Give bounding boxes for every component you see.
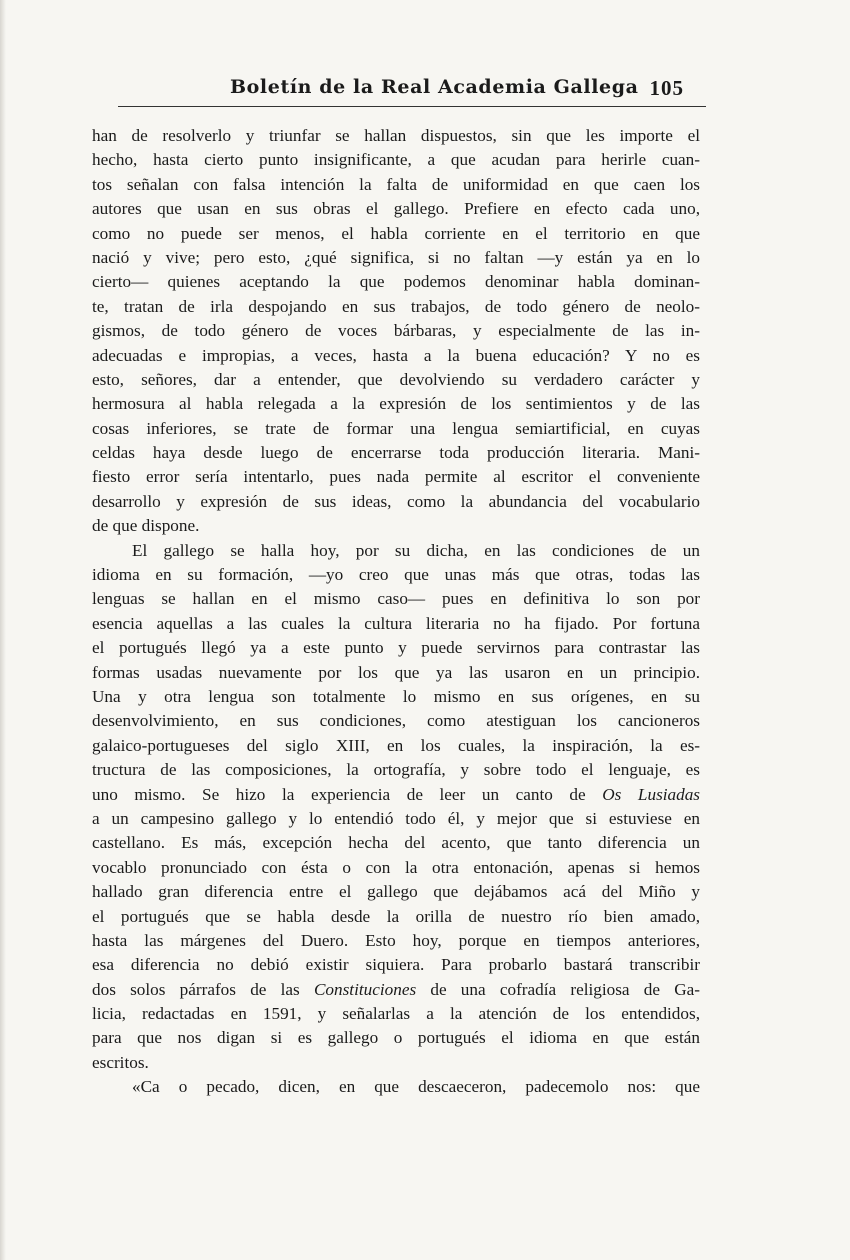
text-line: esencia aquellas a las cuales la cultura literaria no ha fijado. Por fortuna <box>92 613 700 633</box>
text-line: el portugués llegó ya a este punto y puede servirnos para contrastar las <box>92 638 700 658</box>
text-line: desenvolvimiento, en sus condiciones, como atestiguan los cancioneros <box>92 711 700 731</box>
text-line: formas usadas nuevamente por los que ya las usaron en un principio. <box>92 662 700 682</box>
text-segment: de una cofradía religiosa de Ga- <box>416 979 700 999</box>
text-line: tos señalan con falsa intención la falta de uniformidad en que caen los <box>92 174 700 194</box>
text-line: de que dispone. <box>92 516 200 536</box>
italic-title-os-lusiadas: Os Lusiadas <box>602 784 700 804</box>
page-header <box>118 76 706 107</box>
text-line-with-italic <box>92 783 700 807</box>
text-line: hallado gran diferencia entre el gallego que dejábamos acá del Miño y <box>92 882 700 902</box>
text-line: castellano. Es más, excepción hecha del acento, que tanto diferencia un <box>92 833 700 853</box>
running-title: Boletín de la Real Academia Gallega <box>230 76 639 98</box>
text-line: hermosura al habla relegada a la expresión de los sentimientos y de las <box>92 394 700 414</box>
text-line: adecuadas e impropias, a veces, hasta a la buena educación? Y no es <box>92 345 700 365</box>
text-line: hasta las márgenes del Duero. Esto hoy, porque en tiempos anteriores, <box>92 930 700 950</box>
text-line: cierto— quienes aceptando la que podemos denominar habla dominan- <box>92 272 700 292</box>
text-line: desarrollo y expresión de sus ideas, como la abundancia del vocabulario <box>92 491 700 511</box>
text-line: para que nos digan si es gallego o portugués el idioma en que están <box>92 1028 700 1048</box>
text-line: esa diferencia no debió existir siquiera. Para probarlo bastará transcribir <box>92 955 700 975</box>
paragraph-start-line: El gallego se halla hoy, por su dicha, en las condiciones de un <box>132 540 700 560</box>
text-line: han de resolverlo y triunfar se hallan dispuestos, sin que les importe el <box>92 126 700 145</box>
text-line: nació y vive; pero esto, ¿qué significa, si no faltan —y están ya en lo <box>92 247 700 267</box>
text-line: celdas haya desde luego de encerrarse toda producción literaria. Mani- <box>92 443 700 463</box>
text-line: el portugués que se habla desde la orilla de nuestro río bien amado, <box>92 906 700 926</box>
text-line: idioma en su formación, —yo creo que unas más que otras, todas las <box>92 565 700 585</box>
quotation-start-line: «Ca o pecado, dicen, en que descaeceron, padecemolo nos: que <box>132 1077 700 1097</box>
text-line: fiesto error sería intentarlo, pues nada permite al escritor el conveniente <box>92 467 700 487</box>
page-edge-shadow <box>0 0 6 1260</box>
text-line: galaico-portugueses del siglo XIII, en los cuales, la inspiración, la es- <box>92 735 700 755</box>
text-line: tructura de las composiciones, la ortografía, y sobre todo el lenguaje, es <box>92 760 700 780</box>
text-line: vocablo pronunciado con ésta o con la otra entonación, apenas si hemos <box>92 857 700 877</box>
page-number: 105 <box>649 76 684 100</box>
text-line: cosas inferiores, se trate de formar una lengua semiartificial, en cuyas <box>92 418 700 438</box>
italic-title-constituciones: Constituciones <box>313 979 417 999</box>
text-line: Una y otra lengua son totalmente lo mismo en sus orígenes, en su <box>92 686 700 706</box>
text-line: hecho, hasta cierto punto insignificante, a que acudan para herirle cuan- <box>92 150 700 170</box>
text-line-with-italic <box>92 978 700 1002</box>
text-line: lenguas se hallan en el mismo caso— pues en definitiva lo son por <box>92 589 700 609</box>
text-line: a un campesino gallego y lo entendió todo él, y mejor que si estuviese en <box>92 808 700 828</box>
text-line: esto, señores, dar a entender, que devolviendo su verdadero carácter y <box>92 369 700 389</box>
body-text <box>92 124 700 1100</box>
text-line: autores que usan en sus obras el gallego. Prefiere en efecto cada uno, <box>92 199 700 219</box>
text-line: como no puede ser menos, el habla corriente en el territorio en que <box>92 223 700 243</box>
text-line: gismos, de todo género de voces bárbaras, y especialmente de las in- <box>92 321 700 341</box>
text-line: escritos. <box>92 1052 149 1072</box>
text-segment: dos solos párrafos de las <box>92 979 314 999</box>
text-segment: uno mismo. Se hizo la experiencia de leer un canto de <box>92 784 603 804</box>
text-line: licia, redactadas en 1591, y señalarlas a la atención de los entendidos, <box>92 1004 700 1024</box>
text-line: te, tratan de irla despojando en sus trabajos, de todo género de neolo- <box>92 296 700 316</box>
